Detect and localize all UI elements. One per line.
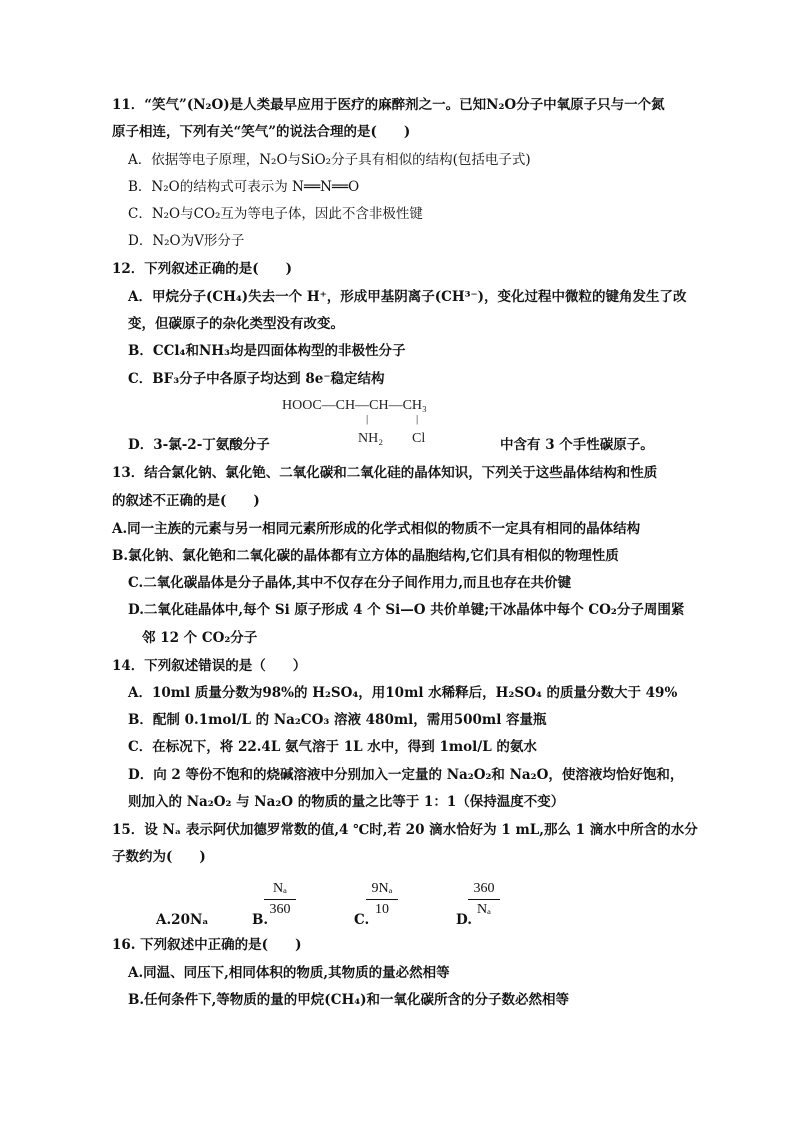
q12-option-d-suffix: 中含有 3 个手性碳原子。 [500, 437, 654, 453]
fraction-bar [468, 899, 500, 900]
q13-option-a: A.同一主族的元素与另一相同元素所形成的化学式相似的物质不一定具有相同的晶体结构 [112, 521, 641, 537]
q16-stem: 16. 下列叙述中正确的是( ) [112, 937, 302, 953]
q14-option-b: B．配制 0.1mol/L 的 Na₂CO₃ 溶液 480ml，需用500ml 容量瓶 [128, 712, 547, 728]
q15-option-b-denominator: 360 [269, 902, 291, 917]
q12-bond-line-1: | [366, 413, 369, 425]
q15-option-d-numerator: 360 [473, 881, 495, 896]
q15-option-a: A.20Nₐ [156, 912, 209, 928]
q14-option-c: C．在标况下，将 22.4L 氨气溶于 1L 水中，得到 1mol/L 的氨水 [128, 739, 537, 755]
q15-option-b-numerator: Nₐ [273, 881, 287, 896]
q15-option-c-label: C. [354, 912, 370, 928]
q16-option-a: A.同温、同压下,相同体积的物质,其物质的量必然相等 [128, 965, 450, 981]
q12-structure-formula: HOOC—CH—CH—CH₃ [282, 398, 427, 413]
q14-option-a: A．10ml 质量分数为98%的 H₂SO₄，用10ml 水稀释后，H₂SO₄ 的质量分数大于 49% [128, 685, 678, 701]
q12-option-b: B．CCl₄和NH₃均是四面体构型的非极性分子 [128, 343, 406, 359]
q15-option-b-fraction [264, 880, 296, 919]
q11-option-b: B．N₂O的结构式可表示为 N══N══O [128, 179, 360, 195]
q12-bond-line-2: | [416, 413, 419, 425]
q15-option-d-fraction [468, 880, 500, 919]
q15-option-c-fraction [366, 880, 398, 919]
q14-option-d-line2: 则加入的 Na₂O₂ 与 Na₂O 的物质的量之比等于 1：1（保持温度不变） [128, 794, 565, 810]
q14-stem: 14．下列叙述错误的是（ ） [112, 658, 307, 674]
q12-substituent-cl: Cl [412, 431, 426, 446]
fraction-bar [264, 899, 296, 900]
q14-option-d-line1: D．向 2 等份不饱和的烧碱溶液中分别加入一定量的 Na₂O₂和 Na₂O，使溶液均恰好饱和， [128, 767, 684, 783]
q11-option-a: A．依据等电子原理，N₂O与SiO₂分子具有相似的结构(包括电子式) [128, 152, 531, 168]
q12-option-a-line2: 变，但碳原子的杂化类型没有改变。 [128, 316, 344, 332]
q15-option-d-label: D. [456, 912, 472, 928]
q13-stem-line2: 的叙述不正确的是( ) [112, 493, 260, 509]
q16-option-b: B.任何条件下,等物质的量的甲烷(CH₄)和一氧化碳所含的分子数必然相等 [128, 992, 569, 1008]
q13-option-d-line1: D.二氧化硅晶体中,每个 Si 原子形成 4 个 Si—O 共价单键;干冰晶体中每个 CO₂分子周围紧 [128, 602, 685, 618]
q13-option-c: C.二氧化碳晶体是分子晶体,其中不仅存在分子间作用力,而且也存在共价键 [128, 575, 572, 591]
q15-stem-line2: 子数约为( ) [112, 849, 206, 865]
q15-option-b-label: B. [252, 912, 269, 928]
q11-stem-line2: 原子相连，下列有关“笑气”的说法合理的是( ) [112, 124, 411, 140]
q15-stem-line1: 15．设 Nₐ 表示阿伏加德罗常数的值,4 ℃时,若 20 滴水恰好为 1 mL,那么 1 滴水中所含的水分 [112, 822, 698, 838]
q13-option-d-line2: 邻 12 个 CO₂分子 [142, 630, 258, 646]
q12-option-d-prefix: D．3-氯-2-丁氨酸分子 [128, 437, 270, 453]
q15-option-d-denominator: Nₐ [477, 902, 491, 917]
q11-option-d: D．N₂O为V形分子 [128, 233, 245, 249]
q13-option-b: B.氯化钠、氯化铯和二氧化碳的晶体都有立方体的晶胞结构,它们具有相似的物理性质 [112, 548, 619, 564]
q11-stem-line1: 11．“笑气”(N₂O)是人类最早应用于医疗的麻醉剂之一。已知N₂O分子中氧原子只与一个氮 [112, 97, 665, 113]
q15-option-c-numerator: 9Nₐ [371, 881, 393, 896]
q12-substituent-nh2: NH₂ [358, 431, 384, 446]
q15-option-c-denominator: 10 [375, 902, 389, 917]
fraction-bar [366, 899, 398, 900]
q11-option-c: C．N₂O与CO₂互为等电子体，因此不含非极性键 [128, 206, 423, 222]
q12-option-c: C．BF₃分子中各原子均达到 8e⁻稳定结构 [128, 371, 385, 387]
q13-stem-line1: 13．结合氯化钠、氯化铯、二氧化碳和二氧化硅的晶体知识，下列关于这些晶体结构和性质 [112, 465, 658, 481]
q12-stem: 12．下列叙述正确的是( ) [112, 261, 293, 277]
q12-option-a-line1: A．甲烷分子(CH₄)失去一个 H⁺，形成甲基阴离子(CH³⁻)，变化过程中微粒的键角发生了改 [128, 289, 687, 305]
